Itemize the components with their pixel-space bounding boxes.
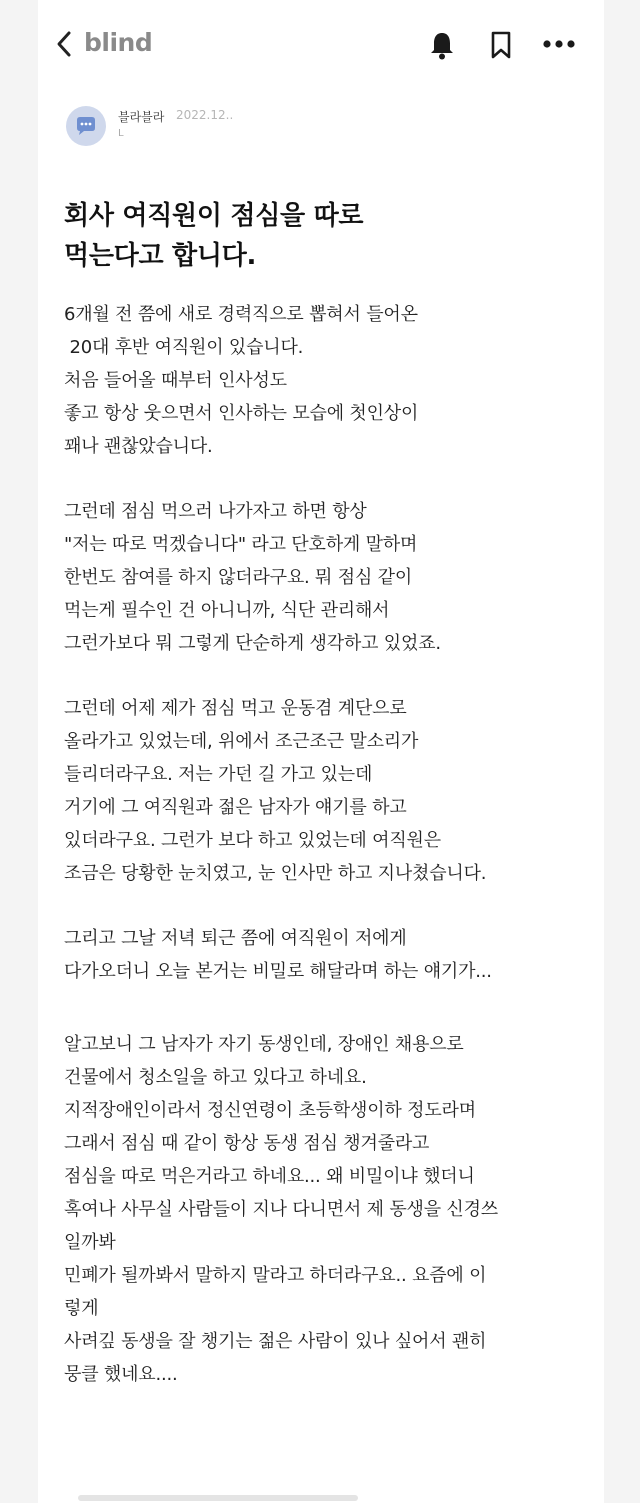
- post-page: [38, 0, 604, 1503]
- post-title: [64, 196, 584, 276]
- body-line: 그런데 점심 먹으러 나가자고 하면 항상: [64, 501, 367, 522]
- home-indicator: [78, 1495, 358, 1501]
- paragraph: [64, 298, 594, 463]
- body-line: 그런가보다 뭐 그렇게 단순하게 생각하고 있었죠.: [64, 633, 441, 654]
- bell-icon[interactable]: [428, 30, 456, 60]
- paragraph: [64, 922, 594, 988]
- body-line: 조금은 당황한 눈치였고, 눈 인사만 하고 지나쳤습니다.: [64, 863, 487, 884]
- paragraph-gap: [64, 988, 594, 1028]
- chat-bubble-icon: [66, 106, 106, 146]
- author-meta: L: [118, 128, 124, 139]
- body-line: 다가오더니 오늘 본거는 비밀로 해달라며 하는 얘기가...: [64, 961, 492, 982]
- body-line: 한번도 참여를 하지 않더라구요. 뭐 점심 같이: [64, 567, 413, 588]
- blind-logo[interactable]: blind: [84, 28, 153, 57]
- paragraph-gap: [64, 660, 594, 692]
- body-line: 들리더라구요. 저는 가던 길 가고 있는데: [64, 764, 373, 785]
- body-line: 20대 후반 여직원이 있습니다.: [64, 337, 304, 358]
- paragraph-gap: [64, 463, 594, 495]
- body-line: 점심을 따로 먹은거라고 하네요... 왜 비밀이냐 했더니: [64, 1166, 475, 1187]
- post-body: [64, 298, 594, 1391]
- author-row: [38, 104, 604, 154]
- body-line: 좋고 항상 웃으면서 인사하는 모습에 첫인상이: [64, 403, 419, 424]
- body-line: 혹여나 사무실 사람들이 지나 다니면서 제 동생을 신경쓰: [64, 1199, 498, 1220]
- paragraph-gap: [64, 890, 594, 922]
- post-date: 2022.12..: [176, 108, 234, 122]
- body-line: 그래서 점심 때 같이 항상 동생 점심 챙겨줄라고: [64, 1133, 430, 1154]
- body-line: 건물에서 청소일을 하고 있다고 하네요.: [64, 1067, 367, 1088]
- body-line: 6개월 전 쯤에 새로 경력직으로 뽑혀서 들어온: [64, 304, 418, 325]
- paragraph: [64, 495, 594, 660]
- body-line: 사려깊 동생을 잘 챙기는 젊은 사람이 있나 싶어서 괜히: [64, 1331, 487, 1352]
- paragraph: [64, 692, 594, 890]
- body-line: 있더라구요. 그런가 보다 하고 있었는데 여직원은: [64, 830, 441, 851]
- post-title-line: 회사 여직원이 점심을 따로: [64, 201, 364, 231]
- body-line: "저는 따로 먹겠습니다" 라고 단호하게 말하며: [64, 534, 418, 555]
- body-line: 처음 들어올 때부터 인사성도: [64, 370, 287, 391]
- paragraph: [64, 1028, 594, 1391]
- author-name[interactable]: 블라블라: [118, 110, 165, 124]
- body-line: 그런데 어제 제가 점심 먹고 운동겸 계단으로: [64, 698, 407, 719]
- body-line: 그리고 그날 저녁 퇴근 쯤에 여직원이 저에게: [64, 928, 407, 949]
- body-line: 민폐가 될까봐서 말하지 말라고 하더라구요.. 요즘에 이: [64, 1265, 487, 1286]
- body-line: 거기에 그 여직원과 젊은 남자가 얘기를 하고: [64, 797, 407, 818]
- body-line: 뭉클 했네요....: [64, 1364, 178, 1385]
- more-icon[interactable]: [542, 38, 576, 50]
- body-line: 지적장애인이라서 정신연령이 초등학생이하 정도라며: [64, 1100, 476, 1121]
- body-line: 일까봐: [64, 1232, 116, 1253]
- bookmark-icon[interactable]: [490, 31, 512, 59]
- back-icon[interactable]: [54, 30, 74, 58]
- body-line: 알고보니 그 남자가 자기 동생인데, 장애인 채용으로: [64, 1034, 464, 1055]
- top-bar: [38, 0, 604, 92]
- post-title-line: 먹는다고 합니다.: [64, 241, 257, 271]
- avatar[interactable]: [66, 106, 106, 146]
- body-line: 올라가고 있었는데, 위에서 조근조근 말소리가: [64, 731, 419, 752]
- body-line: 렇게: [64, 1298, 99, 1319]
- body-line: 먹는게 필수인 건 아니니까, 식단 관리해서: [64, 600, 390, 621]
- body-line: 꽤나 괜찮았습니다.: [64, 436, 213, 457]
